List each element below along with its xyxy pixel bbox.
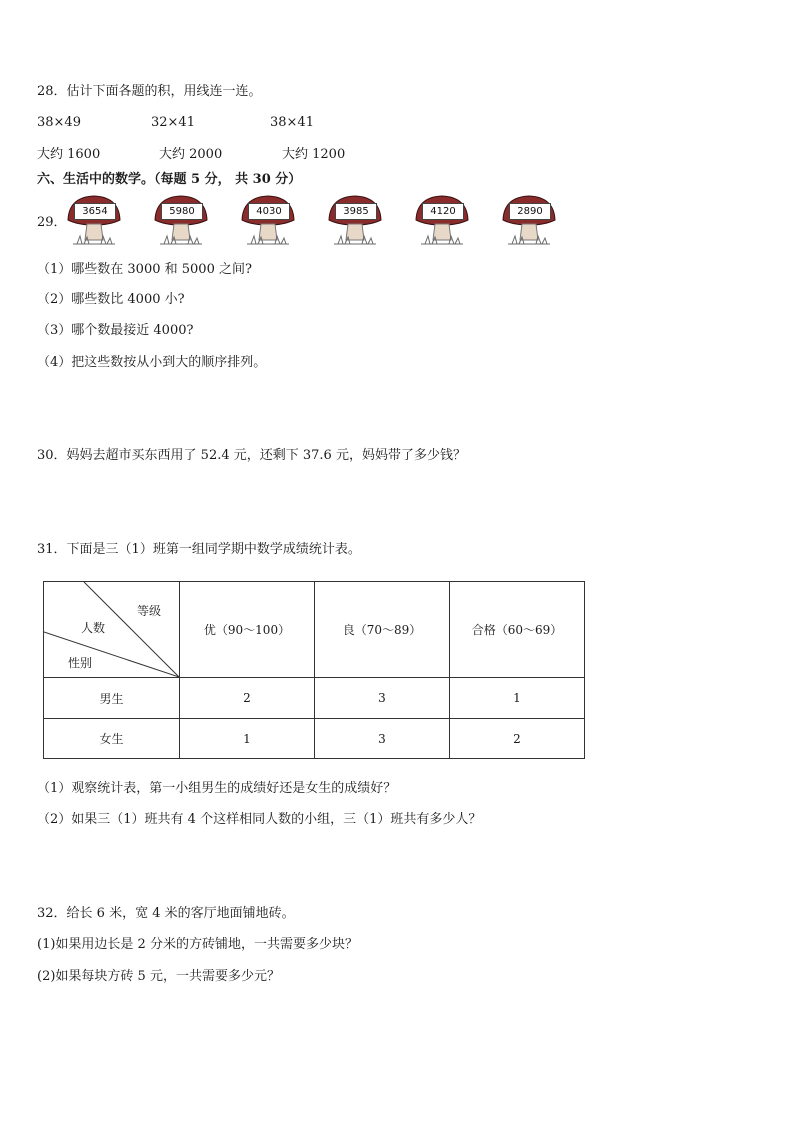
mushroom-icon — [239, 194, 297, 246]
q31-sub-2: （2）如果三（1）班共有 4 个这样相同人数的小组，三（1）班共有多少人？ — [37, 812, 482, 827]
header-diagonal-cell — [44, 582, 180, 678]
grade-table — [43, 581, 585, 759]
q29-sub-1: （1）哪些数在 3000 和 5000 之间? — [37, 262, 252, 277]
mushroom-card — [152, 194, 210, 246]
q28-expr-3: 38×41 — [270, 115, 314, 130]
cell-girls-pass: 2 — [450, 719, 585, 759]
mushroom-icon — [500, 194, 558, 246]
q29-sub-2: （2）哪些数比 4000 小? — [37, 292, 185, 307]
mushroom-number: 5980 — [161, 203, 203, 220]
q31-sub-1: （1）观察统计表，第一小组男生的成绩好还是女生的成绩好？ — [37, 781, 397, 796]
cell-boys-good: 3 — [315, 678, 450, 719]
mushroom-number: 2890 — [509, 203, 551, 220]
cell-boys-excellent: 2 — [180, 678, 315, 719]
column-header-pass: 合格（60～69） — [450, 582, 585, 678]
q28-title: 28．估计下面各题的积，用线连一连。 — [37, 84, 262, 99]
header-gender-label: 性别 — [68, 656, 93, 670]
q32-sub-2: (2)如果每块方砖 5 元，一共需要多少元？ — [37, 969, 280, 984]
mushroom-number: 3985 — [335, 203, 377, 220]
cell-girls-good: 3 — [315, 719, 450, 759]
cell-boys-pass: 1 — [450, 678, 585, 719]
mushroom-icon — [413, 194, 471, 246]
table-row — [44, 719, 585, 759]
q30-text: 30．妈妈去超市买东西用了 52.4 元，还剩下 37.6 元，妈妈带了多少钱？ — [37, 448, 466, 463]
q28-answer-1: 大约 1600 — [37, 147, 101, 162]
q32-sub-1: (1)如果用边长是 2 分米的方砖铺地，一共需要多少块？ — [37, 937, 358, 952]
mushroom-number: 3654 — [74, 203, 116, 220]
mushroom-card — [239, 194, 297, 246]
row-label-girls: 女生 — [44, 719, 180, 759]
section6-title: 六、生活中的数学。（每题 5 分， 共 30 分） — [37, 172, 302, 187]
mushroom-number: 4120 — [422, 203, 464, 220]
q28-expr-2: 32×41 — [151, 115, 195, 130]
row-label-boys: 男生 — [44, 678, 180, 719]
column-header-excellent: 优（90～100） — [180, 582, 315, 678]
q32-title: 32．给长 6 米，宽 4 米的客厅地面铺地砖。 — [37, 906, 295, 921]
mushroom-icon — [326, 194, 384, 246]
column-header-good: 良（70～89） — [315, 582, 450, 678]
mushroom-number: 4030 — [248, 203, 290, 220]
mushroom-card — [500, 194, 558, 246]
table-row — [44, 678, 585, 719]
header-grade-label: 等级 — [137, 604, 162, 618]
cell-girls-excellent: 1 — [180, 719, 315, 759]
diagonal-lines — [44, 582, 179, 677]
mushroom-card — [326, 194, 384, 246]
mushroom-icon — [65, 194, 123, 246]
q28-expr-1: 38×49 — [37, 115, 81, 130]
q29-sub-3: （3）哪个数最接近 4000? — [37, 323, 194, 338]
mushroom-icon — [152, 194, 210, 246]
table-header-row — [44, 582, 585, 678]
q29-sub-4: （4）把这些数按从小到大的顺序排列。 — [37, 355, 267, 370]
q28-answer-2: 大约 2000 — [159, 147, 223, 162]
q29-label: 29． — [37, 215, 67, 230]
mushroom-card — [65, 194, 123, 246]
q31-title: 31．下面是三（1）班第一组同学期中数学成绩统计表。 — [37, 542, 361, 557]
header-count-label: 人数 — [81, 621, 106, 635]
q28-answer-3: 大约 1200 — [282, 147, 346, 162]
mushroom-card — [413, 194, 471, 246]
